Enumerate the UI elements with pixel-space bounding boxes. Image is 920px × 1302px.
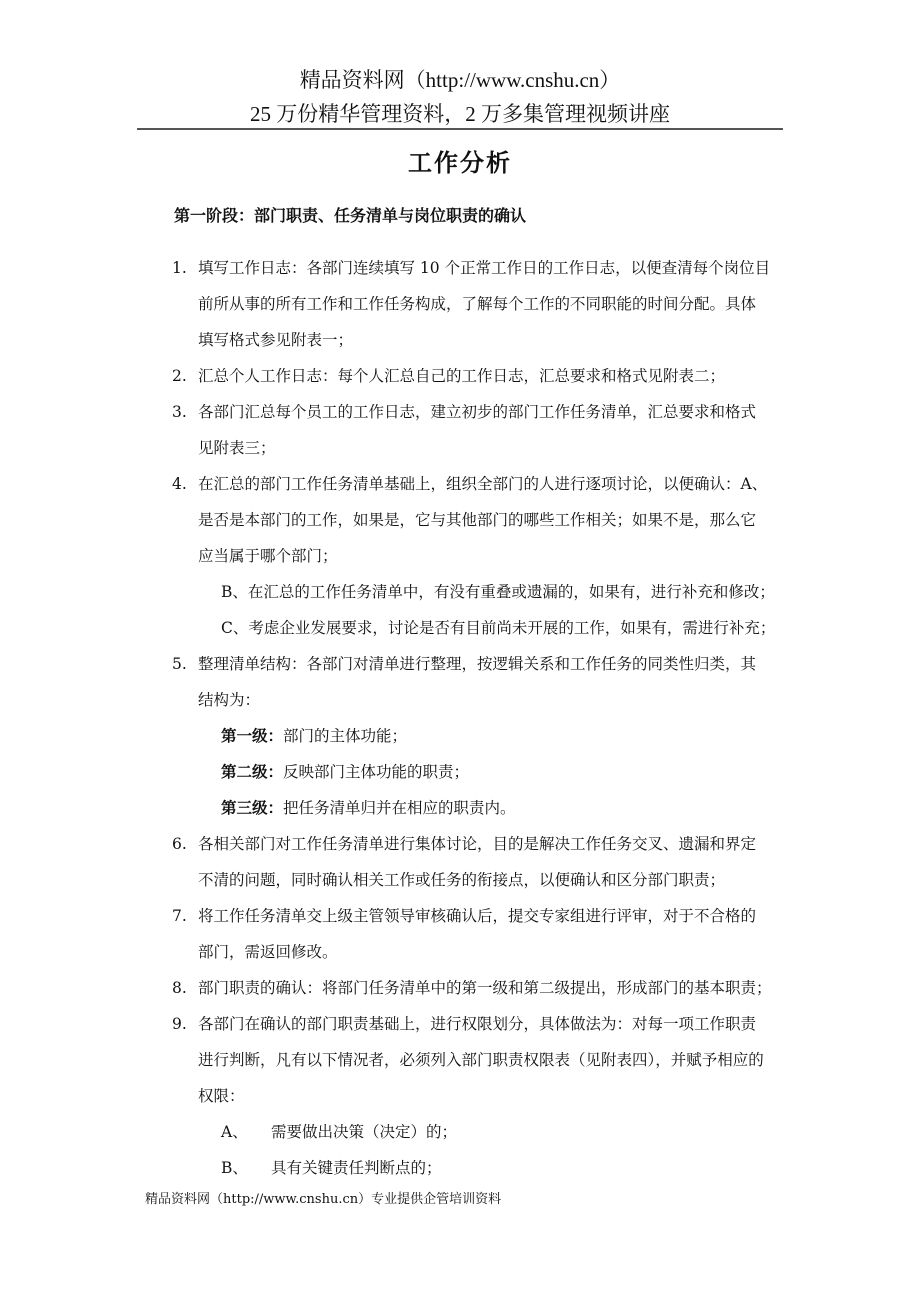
level-label: 第二级： [221, 763, 284, 781]
list-item-number: 7. [172, 907, 187, 925]
list-item-number: 1. [172, 259, 187, 277]
list-item-text: 进行判断，凡有以下情况者，必须列入部门职责权限表（见附表四），并赋予相应的 [198, 1051, 764, 1069]
list-item-text: 见附表三； [198, 439, 276, 457]
sub-item [0, 616, 920, 652]
list-item-text: 是否是本部门的工作，如果是，它与其他部门的哪些工作相关；如果不是，那么它 [198, 511, 757, 529]
page-footer: 精品资料网（http://www.cnshu.cn）专业提供企管培训资料 [145, 1192, 502, 1207]
list-item-number: 9. [172, 1015, 187, 1033]
list-item-line [0, 868, 920, 904]
header-rule [137, 128, 783, 130]
list-item-line [0, 904, 920, 940]
list-item-line [0, 364, 920, 400]
condition-item [0, 1120, 920, 1156]
list-item-line [0, 256, 920, 292]
list-item-text: 各部门在确认的部门职责基础上，进行权限划分，具体做法为：对每一项工作职责 [198, 1015, 757, 1033]
list-item-number: 3. [172, 403, 187, 421]
list-item-line [0, 688, 920, 724]
sub-item [0, 580, 920, 616]
list-item-text: 结构为： [198, 691, 261, 709]
list-item-text: 权限： [198, 1087, 245, 1105]
structure-level-text [221, 796, 516, 820]
structure-level [0, 760, 920, 796]
sub-item-text: C、考虑企业发展要求，讨论是否有目前尚未开展的工作，如果有，需进行补充； [221, 619, 776, 637]
level-text: 部门的主体功能； [283, 727, 408, 745]
list-item-text: 部门职责的确认：将部门任务清单中的第一级和第二级提出，形成部门的基本职责； [198, 979, 772, 997]
list-item-text: 整理清单结构：各部门对清单进行整理，按逻辑关系和工作任务的同类性归类，其 [198, 655, 757, 673]
list-item-line [0, 508, 920, 544]
list-item-text: 各部门汇总每个员工的工作日志，建立初步的部门工作任务清单，汇总要求和格式 [198, 403, 757, 421]
list-item-text: 将工作任务清单交上级主管领导审核确认后，提交专家组进行评审，对于不合格的 [198, 907, 757, 925]
list-item-line [0, 292, 920, 328]
list-item-line [0, 544, 920, 580]
header-line-1: 精品资料网（http://www.cnshu.cn） [299, 68, 621, 92]
list-item-text: 填写格式参见附表一； [198, 331, 354, 349]
list-item-text: 不清的问题，同时确认相关工作或任务的衔接点，以便确认和区分部门职责； [198, 871, 726, 889]
header-line-2: 25 万份精华管理资料，2 万多集管理视频讲座 [250, 102, 670, 126]
list-item-number: 4. [172, 475, 187, 493]
structure-level [0, 724, 920, 760]
list-item-line [0, 976, 920, 1012]
list-item-text: 汇总个人工作日志：每个人汇总自己的工作日志，汇总要求和格式见附表二； [198, 367, 726, 385]
level-label: 第一级： [221, 727, 284, 745]
document-body [0, 256, 920, 1192]
structure-level [0, 796, 920, 832]
list-item-text: 填写工作日志：各部门连续填写 10 个正常工作日的工作日志，以便查清每个岗位目 [198, 259, 771, 277]
list-item-line [0, 400, 920, 436]
condition-text: 需要做出决策（决定）的； [271, 1123, 458, 1141]
list-item-line [0, 832, 920, 868]
condition-tag: B、 [221, 1159, 248, 1177]
list-item-line [0, 328, 920, 364]
condition-item [0, 1156, 920, 1192]
list-item-text: 前所从事的所有工作和工作任务构成，了解每个工作的不同职能的时间分配。具体 [198, 295, 757, 313]
list-item-line [0, 652, 920, 688]
list-item-text: 应当属于哪个部门； [198, 547, 338, 565]
page-title: 工作分析 [408, 149, 512, 177]
list-item-number: 8. [172, 979, 187, 997]
level-text: 把任务清单归并在相应的职责内。 [283, 799, 516, 817]
list-item-line [0, 472, 920, 508]
structure-level-text [221, 760, 469, 784]
list-item-number: 5. [172, 655, 187, 673]
sub-item-text: B、在汇总的工作任务清单中，有没有重叠或遗漏的，如果有，进行补充和修改； [221, 583, 775, 601]
level-label: 第三级： [221, 799, 284, 817]
level-text: 反映部门主体功能的职责； [283, 763, 470, 781]
list-item-text: 各相关部门对工作任务清单进行集体讨论，目的是解决工作任务交叉、遗漏和界定 [198, 835, 757, 853]
list-item-line [0, 940, 920, 976]
list-item-number: 2. [172, 367, 187, 385]
condition-text: 具有关键责任判断点的； [271, 1159, 442, 1177]
list-item-text: 在汇总的部门工作任务清单基础上，组织全部门的人进行逐项讨论，以便确认：A、 [198, 475, 768, 493]
structure-level-text [221, 724, 407, 748]
list-item-line [0, 1048, 920, 1084]
list-item-line [0, 1084, 920, 1120]
list-item-line [0, 1012, 920, 1048]
condition-tag: A、 [221, 1123, 248, 1141]
list-item-text: 部门，需返回修改。 [198, 943, 338, 961]
list-item-line [0, 436, 920, 472]
section-heading: 第一阶段：部门职责、任务清单与岗位职责的确认 [174, 206, 527, 225]
list-item-number: 6. [172, 835, 187, 853]
